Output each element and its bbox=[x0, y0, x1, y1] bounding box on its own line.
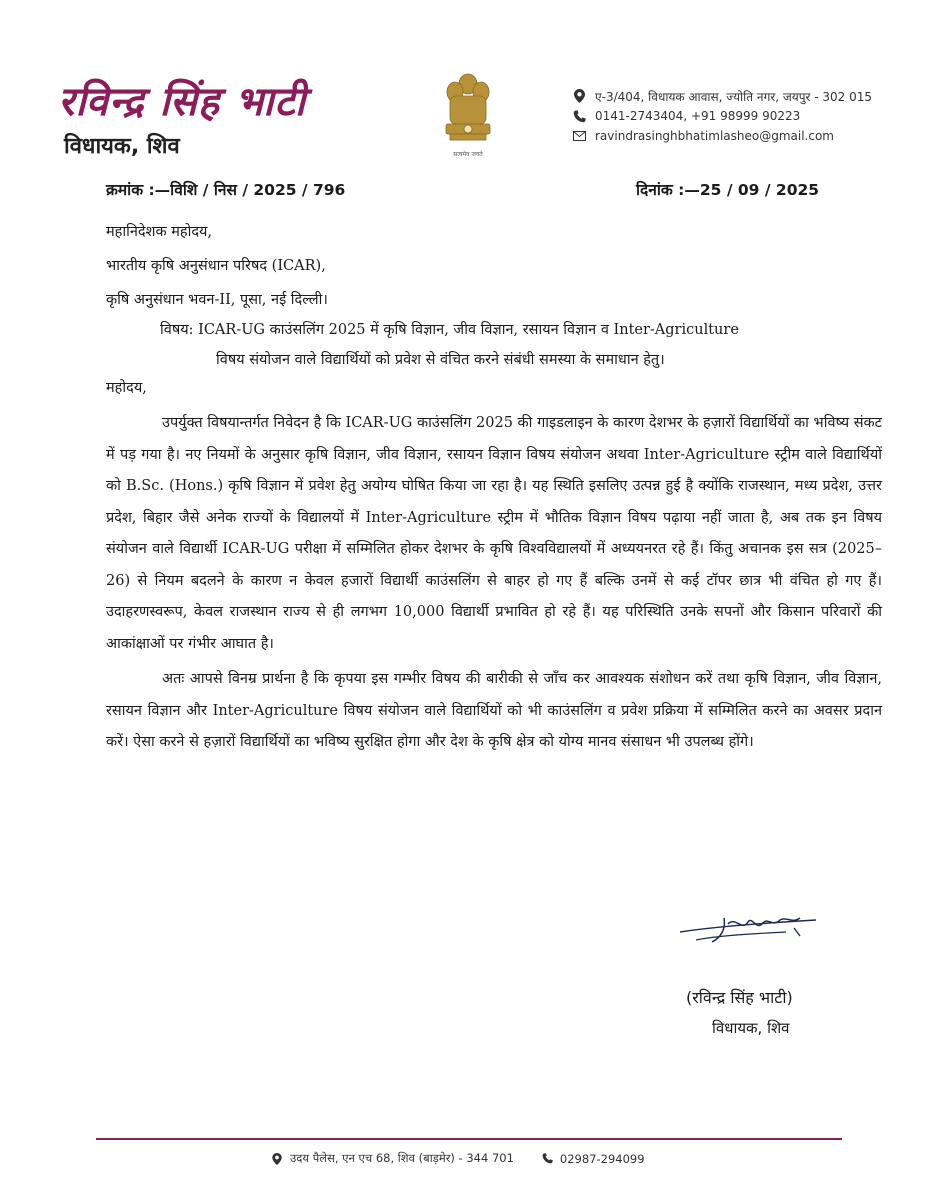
contact-address: ए-3/404, विधायक आवास, ज्योति नगर, जयपुर - 302 015 bbox=[595, 89, 873, 104]
subject-line-1: विषय: ICAR-UG काउंसलिंग 2025 में कृषि विज्ञान, जीव विज्ञान, रसायन विज्ञान व Inter-Agriculture bbox=[160, 322, 739, 338]
handwritten-signature bbox=[676, 902, 826, 952]
contact-phone: 0141-2743404, +91 98999 90223 bbox=[595, 109, 801, 123]
email-icon bbox=[572, 129, 586, 143]
contact-block bbox=[572, 86, 872, 146]
recipient-line-2: भारतीय कृषि अनुसंधान परिषद (ICAR), bbox=[106, 258, 326, 274]
footer-address: उदय पैलेस, एन एच 68, शिव (बाड़मेर) - 344 701 bbox=[290, 1151, 514, 1165]
contact-email[interactable]: ravindrasinghbhatimlasheo@gmail.com bbox=[595, 129, 834, 143]
national-emblem-icon bbox=[436, 70, 500, 162]
phone-icon bbox=[542, 1153, 554, 1165]
phone-icon bbox=[572, 109, 586, 123]
location-pin-icon bbox=[572, 89, 586, 103]
contact-phone-row bbox=[572, 106, 872, 126]
body-paragraph-1: उपर्युक्त विषयान्तर्गत निवेदन है कि ICAR-UG काउंसलिंग 2025 की गाइडलाइन के कारण देशभर के हज़ारों विद्यार्थियों का भविष्य संकट में पड़ गया है। नए नियमों के अनुसार कृषि विज्ञान, जीव विज्ञान, रसायन विज्ञान विषय संयोजन अथवा Inter-Agriculture स्ट्रीम वाले विद्यार्थियों को B.Sc. (Hons.) कृषि विज्ञान में प्रवेश हेतु अयोग्य घोषित किया जा रहा है। यह स्थिति इसलिए उत्पन्न हुई है क्योंकि राजस्थान, मध्य प्रदेश, उत्तर प्रदेश, बिहार जैसे अनेक राज्यों के विद्यालयों में Inter-Agriculture स्ट्रीम में भौतिक विज्ञान विषय पढ़ाया नहीं जाता है, अब तक इन विषय संयोजन वाले विद्यार्थी ICAR-UG परीक्षा में सम्मिलित होकर देशभर के कृषि विश्वविद्यालयों में अध्ययनरत रहे हैं। किंतु अचानक इस सत्र (2025–26) से नियम बदलने के कारण न केवल हजारों विद्यार्थी काउंसलिंग से बाहर हो गए हैं बल्कि उनमें से कई टॉपर छात्र भी वंचित हो गए हैं। उदाहरणस्वरूप, केवल राजस्थान राज्य से ही लगभग 10,000 विद्यार्थी प्रभावित हो रहे हैं। यह परिस्थिति उनके सपनों और किसान परिवारों की आकांक्षाओं पर गंभीर आघात है। bbox=[106, 415, 882, 652]
subject-line-2: विषय संयोजन वाले विद्यार्थियों को प्रवेश से वंचित करने संबंधी समस्या के समाधान हेतु। bbox=[216, 352, 665, 368]
recipient-line-1: महानिदेशक महोदय, bbox=[106, 224, 213, 240]
letter-body bbox=[106, 408, 882, 763]
contact-address-row bbox=[572, 86, 872, 106]
letterhead-name: रविन्द्र सिंह भाटी bbox=[58, 79, 307, 125]
reference-number: क्रमांक :—विशि / निस / 2025 / 796 bbox=[106, 181, 346, 199]
subject-block bbox=[160, 315, 860, 375]
letter-date: दिनांक :—25 / 09 / 2025 bbox=[636, 181, 820, 199]
signatory-designation: विधायक, शिव bbox=[712, 1019, 790, 1037]
footer bbox=[272, 1151, 645, 1166]
location-pin-icon bbox=[272, 1153, 284, 1165]
emblem-caption: सत्यमेव जयते bbox=[453, 151, 483, 158]
recipient-line-3: कृषि अनुसंधान भवन-II, पूसा, नई दिल्ली। bbox=[106, 292, 328, 308]
footer-phone: 02987-294099 bbox=[559, 1151, 645, 1166]
signatory-name: (रविन्द्र सिंह भाटी) bbox=[686, 988, 793, 1007]
letterhead-designation: विधायक, शिव bbox=[64, 134, 180, 159]
salutation: महोदय, bbox=[106, 380, 147, 396]
footer-divider bbox=[96, 1138, 842, 1140]
body-paragraph-2: अतः आपसे विनम्र प्रार्थना है कि कृपया इस गम्भीर विषय की बारीकी से जाँच कर आवश्यक संशोधन करें तथा कृषि विज्ञान, जीव विज्ञान, रसायन विज्ञान और Inter-Agriculture विषय संयोजन वाले विद्यार्थियों को भी काउंसलिंग व प्रवेश प्रक्रिया में सम्मिलित करने का अवसर प्रदान करें। ऐसा करने से हज़ारों विद्यार्थियों का भविष्य सुरक्षित होगा और देश के कृषि क्षेत्र को योग्य मानव संसाधन भी उपलब्ध होंगे। bbox=[106, 671, 882, 750]
contact-email-row bbox=[572, 126, 872, 146]
recipient-address bbox=[106, 215, 328, 317]
